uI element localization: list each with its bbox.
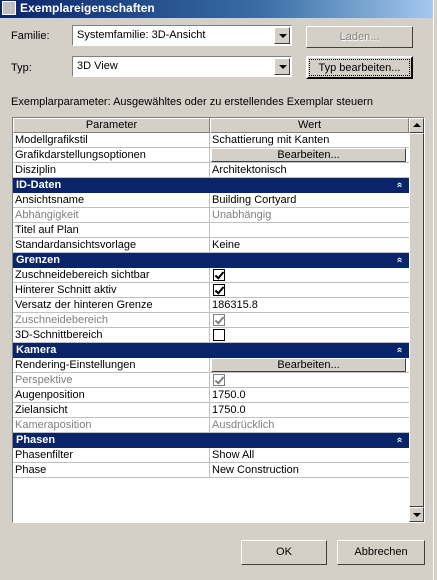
collapse-chevron-icon[interactable]: » — [394, 347, 406, 353]
table-row[interactable] — [13, 328, 409, 343]
table-row[interactable] — [13, 358, 409, 373]
group-title: Phasen — [16, 434, 56, 446]
parameter-value[interactable]: Keine — [212, 239, 241, 251]
table-row[interactable] — [13, 163, 409, 178]
checkbox[interactable] — [213, 329, 225, 341]
table-row[interactable] — [13, 223, 409, 238]
checkbox[interactable] — [213, 269, 225, 281]
collapse-chevron-icon[interactable]: » — [394, 257, 406, 263]
column-divider — [209, 133, 210, 148]
collapse-chevron-icon[interactable]: » — [394, 182, 406, 188]
column-divider — [209, 463, 210, 478]
parameter-value[interactable]: New Construction — [212, 464, 299, 476]
parameter-value[interactable]: 1750.0 — [212, 404, 246, 416]
group-header[interactable] — [13, 253, 409, 268]
typ-combo[interactable] — [72, 56, 292, 77]
parameter-name: Ansichtsname — [15, 194, 85, 206]
column-divider — [209, 283, 210, 298]
parameter-name: Phase — [15, 464, 47, 476]
chevron-down-icon[interactable] — [274, 58, 290, 75]
column-header-parameter[interactable]: Parameter — [13, 118, 210, 133]
parameter-name: Disziplin — [15, 164, 56, 176]
column-divider — [209, 163, 210, 178]
group-title: Kamera — [16, 344, 57, 356]
window-title: Exemplareigenschaften — [20, 1, 155, 15]
column-divider — [209, 403, 210, 418]
column-divider — [209, 313, 210, 328]
table-row[interactable] — [13, 418, 409, 433]
column-divider — [209, 193, 210, 208]
column-header-value[interactable]: Wert — [210, 118, 409, 133]
column-divider — [209, 358, 210, 373]
table-row[interactable] — [13, 133, 409, 148]
group-header[interactable] — [13, 433, 409, 448]
group-header[interactable] — [13, 178, 409, 193]
parameter-name: Phasenfilter — [15, 449, 74, 461]
column-divider — [209, 268, 210, 283]
parameter-name: Kameraposition — [15, 419, 92, 431]
edit-button[interactable]: Bearbeiten... — [211, 148, 406, 162]
table-row[interactable] — [13, 388, 409, 403]
parameter-value: Unabhängig — [212, 209, 272, 221]
table-row[interactable] — [13, 268, 409, 283]
familie-label: Familie: — [11, 30, 50, 42]
load-button[interactable]: Laden... — [306, 26, 413, 48]
parameter-name: Perspektive — [15, 374, 73, 386]
table-row[interactable] — [13, 463, 409, 478]
column-divider — [209, 328, 210, 343]
column-divider — [209, 238, 210, 253]
caption-text: Exemplarparameter: Ausgewähltes oder zu erstellendes Exemplar steuern — [11, 96, 373, 108]
table-row[interactable] — [13, 313, 409, 328]
parameter-name: 3D-Schnittbereich — [15, 329, 103, 341]
edit-button[interactable]: Bearbeiten... — [211, 358, 406, 372]
table-row[interactable] — [13, 283, 409, 298]
property-grid[interactable] — [12, 117, 425, 523]
scroll-thumb[interactable] — [409, 133, 424, 507]
parameter-name: Versatz der hinteren Grenze — [15, 299, 153, 311]
parameter-name: Zuschneidebereich — [15, 314, 108, 326]
parameter-name: Zielansicht — [15, 404, 68, 416]
grid-header — [13, 118, 409, 133]
checkbox — [213, 314, 225, 326]
group-header[interactable] — [13, 343, 409, 358]
column-divider — [209, 448, 210, 463]
parameter-value[interactable]: Building Cortyard — [212, 194, 297, 206]
column-divider — [209, 388, 210, 403]
chevron-down-icon[interactable] — [274, 27, 290, 44]
column-divider — [209, 223, 210, 238]
table-row[interactable] — [13, 448, 409, 463]
parameter-value[interactable]: 1750.0 — [212, 389, 246, 401]
parameter-value[interactable]: Schattierung mit Kanten — [212, 134, 330, 146]
table-row[interactable] — [13, 208, 409, 223]
table-row[interactable] — [13, 373, 409, 388]
parameter-name: Grafikdarstellungsoptionen — [15, 149, 146, 161]
parameter-value[interactable]: Architektonisch — [212, 164, 287, 176]
table-row[interactable] — [13, 298, 409, 313]
collapse-chevron-icon[interactable]: » — [394, 437, 406, 443]
table-row[interactable] — [13, 148, 409, 163]
group-title: ID-Daten — [16, 179, 62, 191]
cancel-button[interactable]: Abbrechen — [337, 540, 425, 565]
parameter-value: Ausdrücklich — [212, 419, 275, 431]
column-divider — [209, 298, 210, 313]
parameter-name: Titel auf Plan — [15, 224, 79, 236]
parameter-value[interactable]: Show All — [212, 449, 255, 461]
familie-value: Systemfamilie: 3D-Ansicht — [77, 29, 206, 41]
checkbox[interactable] — [213, 284, 225, 296]
parameter-name: Standardansichtsvorlage — [15, 239, 137, 251]
familie-combo[interactable] — [72, 25, 292, 46]
table-row[interactable] — [13, 403, 409, 418]
vertical-scrollbar[interactable] — [409, 118, 424, 522]
parameter-name: Modellgrafikstil — [15, 134, 88, 146]
column-divider — [209, 208, 210, 223]
typ-value: 3D View — [77, 60, 118, 72]
parameter-name: Augenposition — [15, 389, 85, 401]
window-frame-edge — [433, 0, 437, 580]
parameter-name: Hinterer Schnitt aktiv — [15, 284, 117, 296]
typ-label: Typ: — [11, 62, 32, 74]
ok-button[interactable]: OK — [241, 540, 327, 565]
scroll-down-icon[interactable] — [409, 507, 424, 522]
table-row[interactable] — [13, 238, 409, 253]
scroll-up-icon[interactable] — [409, 118, 424, 133]
table-row[interactable] — [13, 193, 409, 208]
app-icon — [2, 1, 16, 15]
parameter-value[interactable]: 186315.8 — [212, 299, 258, 311]
parameter-name: Abhängigkeit — [15, 209, 79, 221]
checkbox — [213, 374, 225, 386]
column-divider — [209, 418, 210, 433]
parameter-name: Rendering-Einstellungen — [15, 359, 136, 371]
parameter-name: Zuschneidebereich sichtbar — [15, 269, 150, 281]
column-divider — [209, 148, 210, 163]
group-title: Grenzen — [16, 254, 61, 266]
edit-type-button[interactable]: Typ bearbeiten... — [306, 56, 413, 79]
title-bar[interactable] — [0, 0, 437, 18]
column-divider — [209, 373, 210, 388]
